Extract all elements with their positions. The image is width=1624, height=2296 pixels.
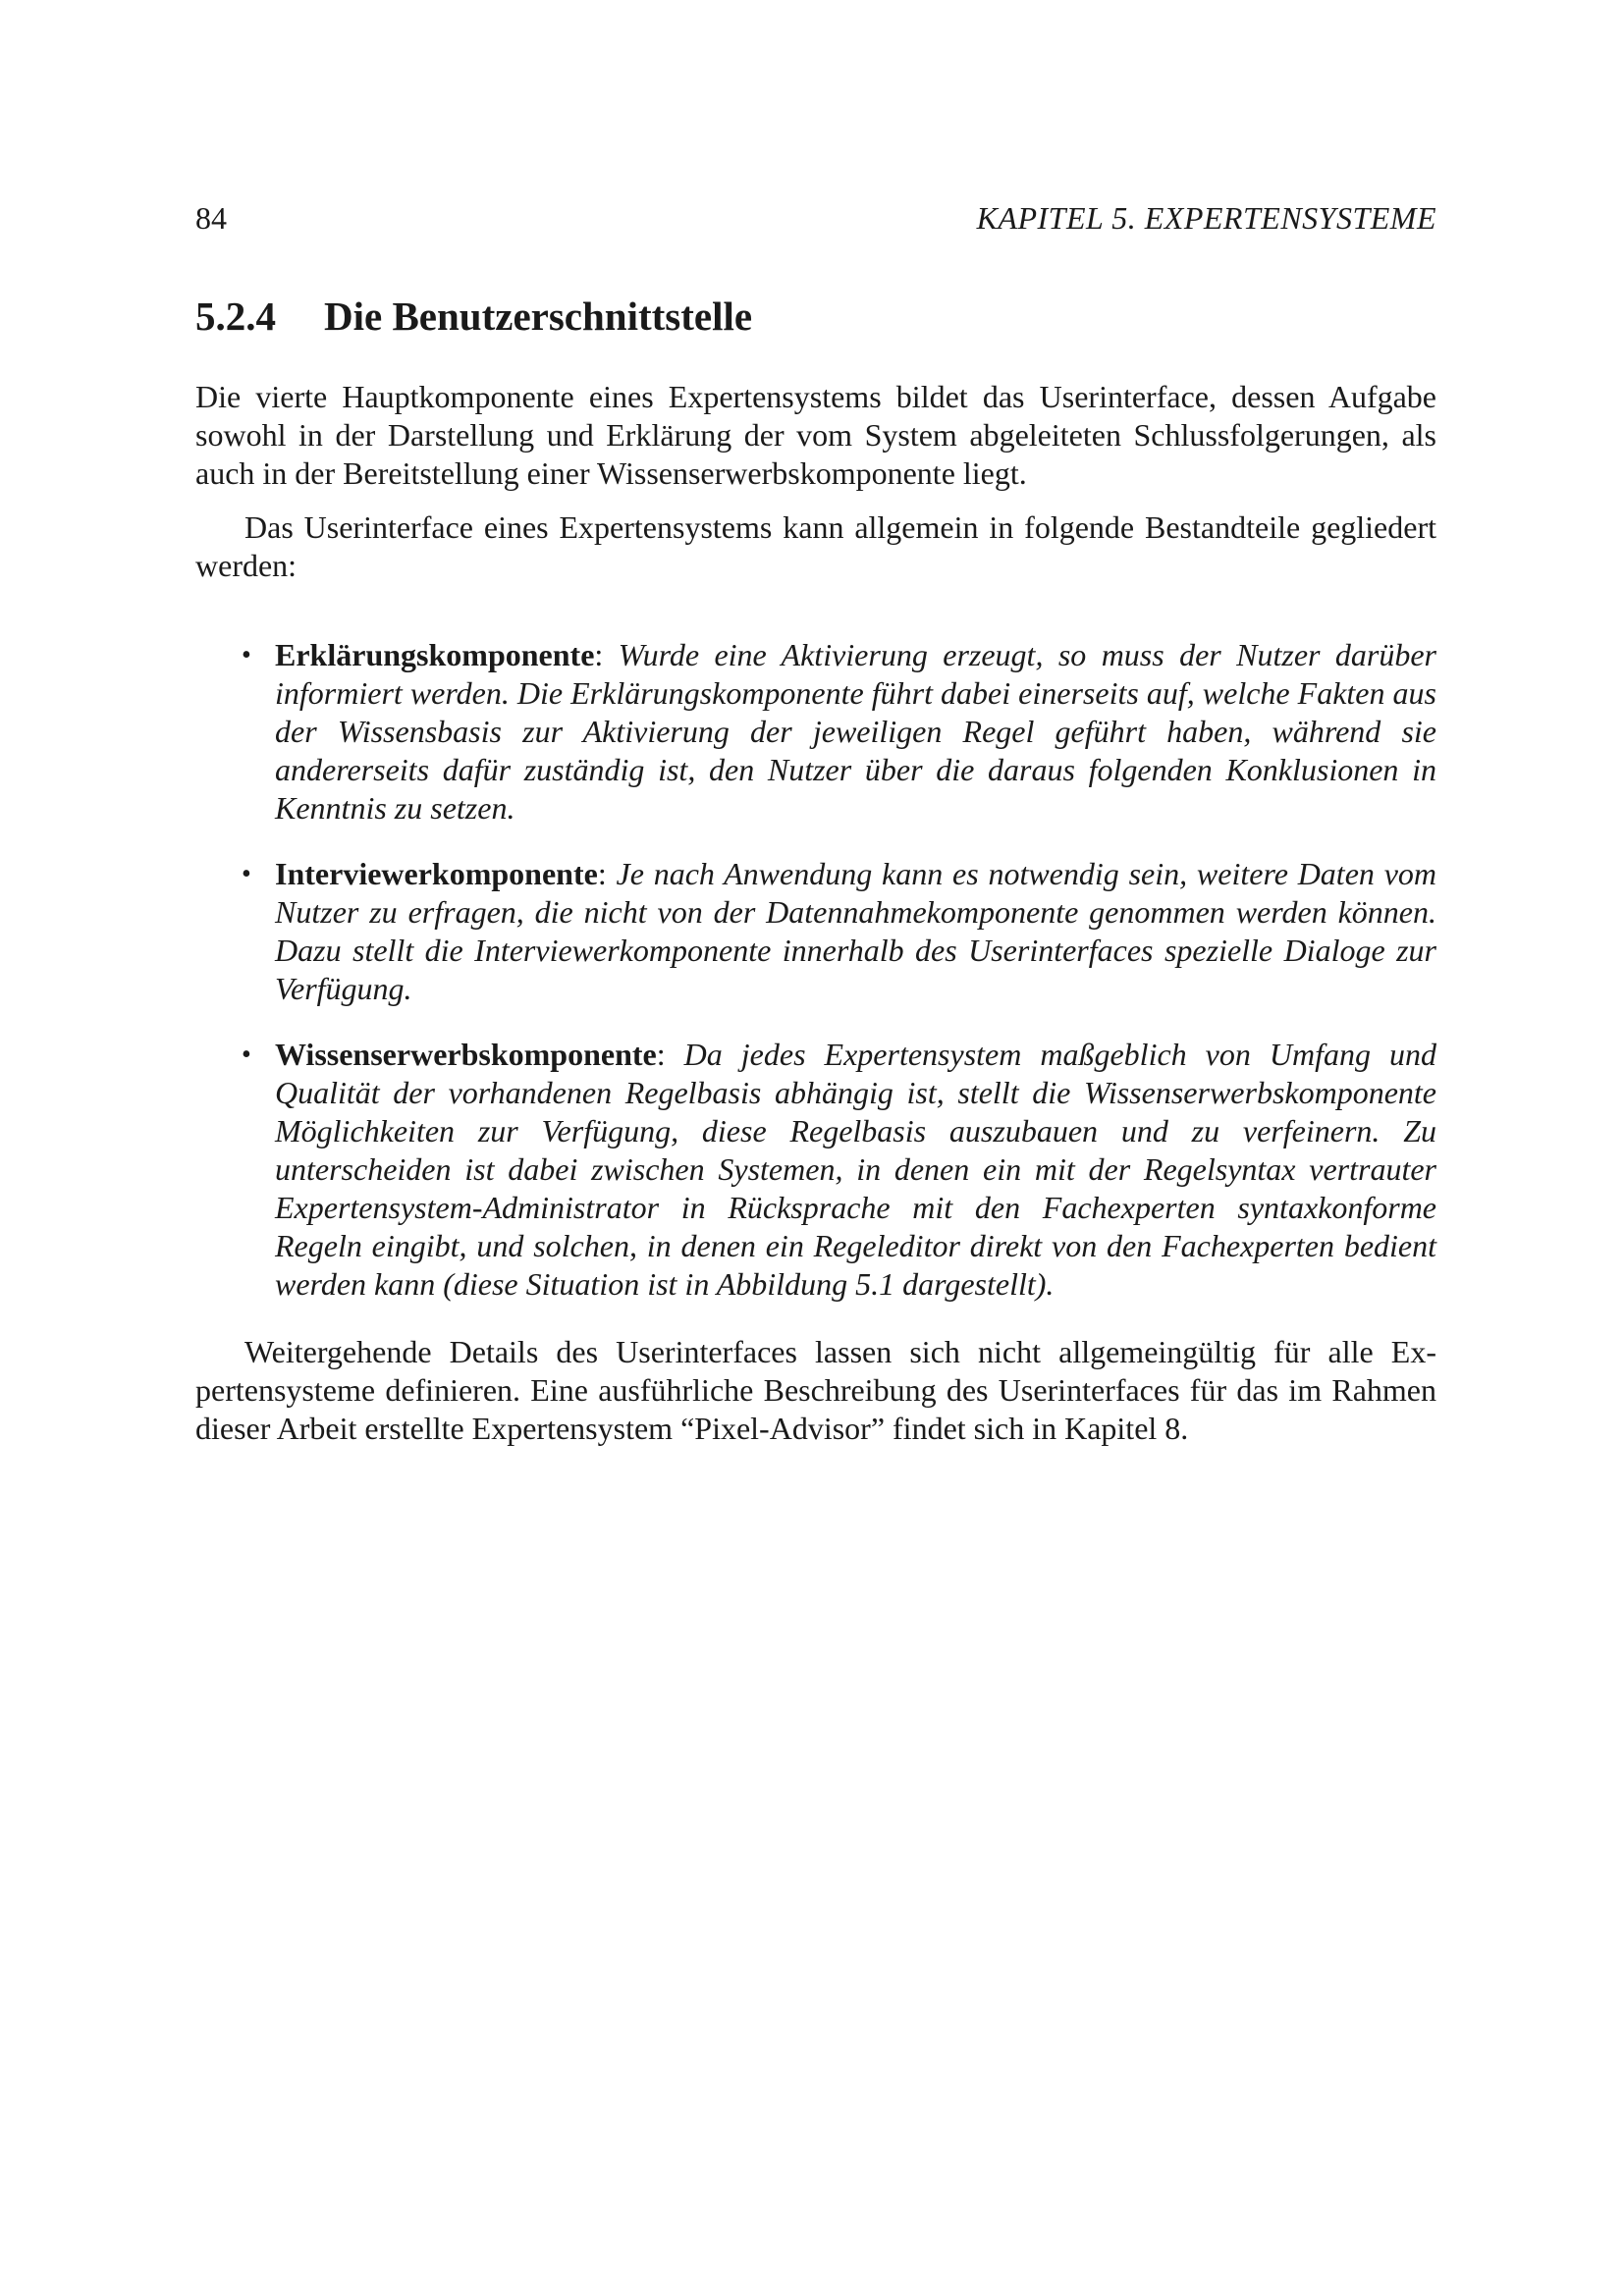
- body-text: [195, 378, 1436, 1448]
- component-list: [195, 636, 1436, 1304]
- term-separator: :: [594, 637, 619, 672]
- bullet-icon: •: [242, 859, 251, 889]
- chapter-title: KAPITEL 5. EXPERTENSYSTEME: [976, 200, 1436, 236]
- bullet-icon: •: [242, 640, 251, 670]
- list-item: [242, 1036, 1437, 1304]
- term-separator: :: [597, 856, 617, 891]
- running-header: [195, 196, 1436, 240]
- component-term: Erklärungskomponente: [275, 637, 595, 672]
- list-item: [242, 855, 1437, 1008]
- section-title: Die Benutzerschnittstelle: [324, 294, 753, 339]
- list-item: [242, 636, 1437, 828]
- paragraph-closing: Weitergehende Details des Userinterfaces lassen sich nicht allgemeingültig für alle Expertensysteme definieren. Eine ausführliche Beschreibung des Userinterfaces für das im Rahmen dieser Arbeit erstellte Expertensystem “Pixel-Advisor” findet sich in Kapitel 8.: [195, 1334, 1436, 1446]
- section-heading: [195, 291, 1436, 342]
- component-description: Da jedes Expertensystem maßgeblich von Umfang und Qualität der vorhandenen Regelbasis abhängig ist, stellt die Wissenserwerbskomponente Möglichkeiten zur Verfügung, diese Regelbasis auszubauen und zu verfeinern. Zu unterscheiden ist dabei zwischen Systemen, in denen ein mit der Regelsyntax vertrauter Expertensystem-Administrator in Rücksprache mit den Fachexperten syntaxkonforme Regeln eingibt, und solchen, in denen ein Regeleditor direkt von den Fachexperten bedient werden kann (diese Situation ist in Abbildung 5.1 dargestellt).: [275, 1037, 1437, 1302]
- section-number: 5.2.4: [195, 294, 276, 339]
- component-term: Interviewerkomponente: [275, 856, 598, 891]
- component-description: Je nach Anwendung kann es notwendig sein, weitere Daten vom Nutzer zu erfragen, die nicht von der Datennahmekomponente genommen werden können. Dazu stellt die Interviewerkomponente innerhalb des Userinterfaces spezielle Dialoge zur Verfügung.: [275, 856, 1437, 1006]
- component-term: Wissenserwerbskomponente: [275, 1037, 657, 1072]
- term-separator: :: [656, 1037, 684, 1072]
- page-number: 84: [195, 200, 227, 236]
- paragraph-intro: Die vierte Hauptkomponente eines Expertensystems bildet das Userinterface, dessen Aufgabe sowohl in der Darstellung und Erklärung der vom System abgeleiteten Schlussfolgerungen, als auch in der Bereitstellung einer Wissenserwerbskomponente liegt.: [195, 379, 1436, 491]
- component-description: Wurde eine Aktivierung erzeugt, so muss der Nutzer darüber informiert werden. Die Erklärungskomponente führt dabei einerseits auf, welche Fakten aus der Wissensbasis zur Aktivierung der jeweiligen Regel geführt haben, während sie andererseits dafür zuständig ist, den Nutzer über die daraus folgenden Konklusionen in Kenntnis zu setzen.: [275, 637, 1437, 826]
- bullet-icon: •: [242, 1040, 251, 1070]
- paragraph-components-intro: Das Userinterface eines Expertensystems kann allgemein in folgende Bestandteile gegliedert werden:: [195, 509, 1436, 583]
